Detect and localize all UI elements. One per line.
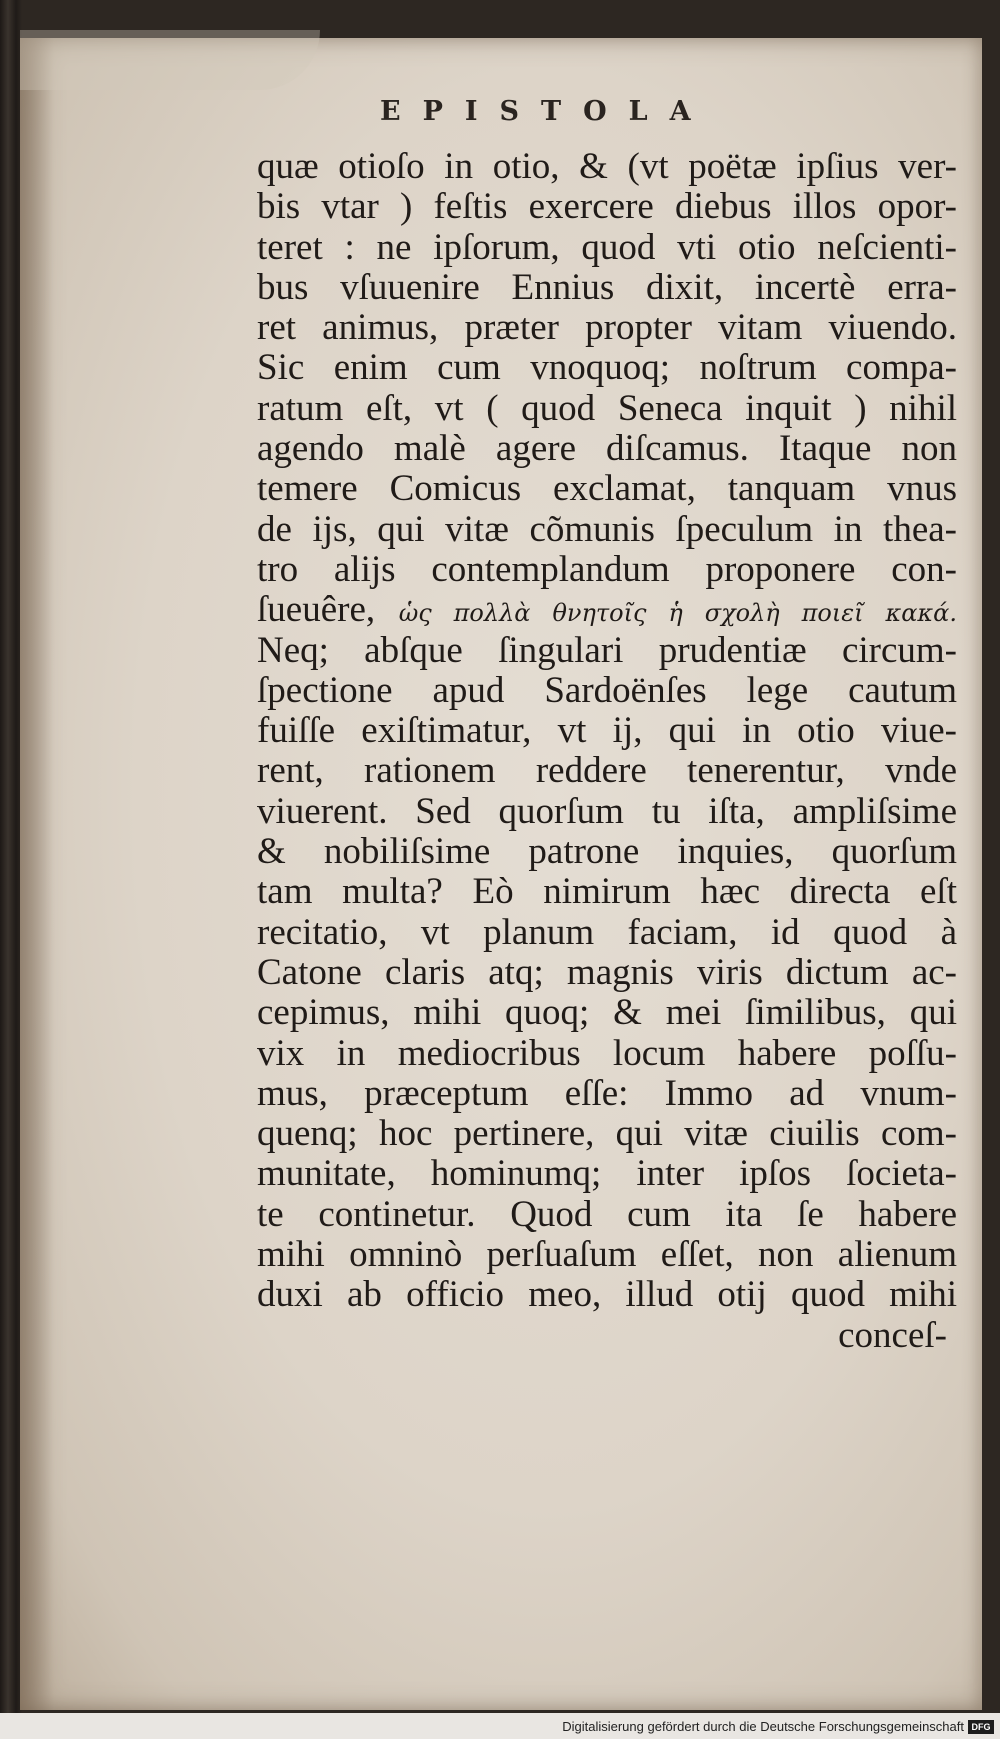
text-line: Sic enim cum vnoquoq; noſtrum compa- — [257, 347, 957, 389]
text-line: bus vſuuenire Ennius dixit, incertè erra- — [257, 266, 957, 308]
text-line: fuiſſe exiſtimatur, vt ij, qui in otio viue- — [257, 710, 957, 752]
text-line: bis vtar ) feſtis exercere diebus illos opor- — [257, 186, 957, 228]
text-line: de ijs, qui vitæ cõmunis ſpeculum in thea- — [257, 508, 957, 550]
funding-credit: Digitalisierung gefördert durch die Deutsche Forschungsgemeinschaft — [562, 1719, 964, 1734]
text-line: & nobiliſsime patrone inquies, quorſum — [257, 831, 957, 873]
text-line: cepimus, mihi quoq; & mei ſimilibus, qui — [257, 992, 957, 1034]
dfg-logo: DFG — [968, 1720, 994, 1734]
text-line: duxi ab officio meo, illud otij quod mihi — [257, 1274, 957, 1316]
text-line: teret : ne ipſorum, quod vti otio neſcienti- — [257, 226, 957, 268]
text-line: viuerent. Sed quorſum tu iſta, ampliſsime — [257, 790, 957, 832]
greek-quotation: ὡς πολλὰ θνητοῖς ἡ σχολὴ ποιεῖ κακά. — [398, 599, 958, 628]
catchword: conceſ- — [838, 1314, 947, 1356]
text-line: recitatio, vt planum faciam, id quod à — [257, 911, 957, 953]
text-line: munitate, hominumq; inter ipſos ſocieta- — [257, 1153, 957, 1195]
running-title: EPISTOLA — [380, 96, 713, 127]
footer-bar — [0, 1713, 1000, 1739]
text-line-start: ſueuêre, — [257, 589, 376, 631]
text-line: rent, rationem reddere tenerentur, vnde — [257, 750, 957, 792]
text-line: tro alijs contemplandum proponere con- — [257, 548, 957, 590]
text-line: ratum eſt, vt ( quod Seneca inquit ) nihil — [257, 387, 957, 429]
text-line: mihi omninò perſuaſum eſſet, non alienum — [257, 1234, 957, 1276]
text-line: temere Comicus exclamat, tanquam vnus — [257, 468, 957, 510]
text-line: vix in mediocribus locum habere poſſu- — [257, 1032, 957, 1074]
text-line-with-greek — [257, 590, 957, 630]
page-corner-wear — [20, 30, 320, 90]
page-gutter-shadow — [20, 38, 54, 1710]
text-line: ſpectione apud Sardoënſes lege cautum — [257, 669, 957, 711]
text-line: quæ otioſo in otio, & (vt poëtæ ipſius ver- — [257, 146, 957, 187]
text-line: ret animus, præter propter vitam viuendo. — [257, 307, 957, 349]
text-line: mus, præceptum eſſe: Immo ad vnum- — [257, 1072, 957, 1114]
body-text — [257, 147, 957, 1356]
text-line: tam multa? Eò nimirum hæc directa eſt — [257, 871, 957, 913]
text-line: Neq; abſque ſingulari prudentiæ circum- — [257, 629, 957, 671]
text-line: agendo malè agere diſcamus. Itaque non — [257, 428, 957, 470]
text-line: te continetur. Quod cum ita ſe habere — [257, 1193, 957, 1235]
text-line: Catone claris atq; magnis viris dictum ac- — [257, 951, 957, 993]
text-line: quenq; hoc pertinere, qui vitæ ciuilis com- — [257, 1113, 957, 1155]
